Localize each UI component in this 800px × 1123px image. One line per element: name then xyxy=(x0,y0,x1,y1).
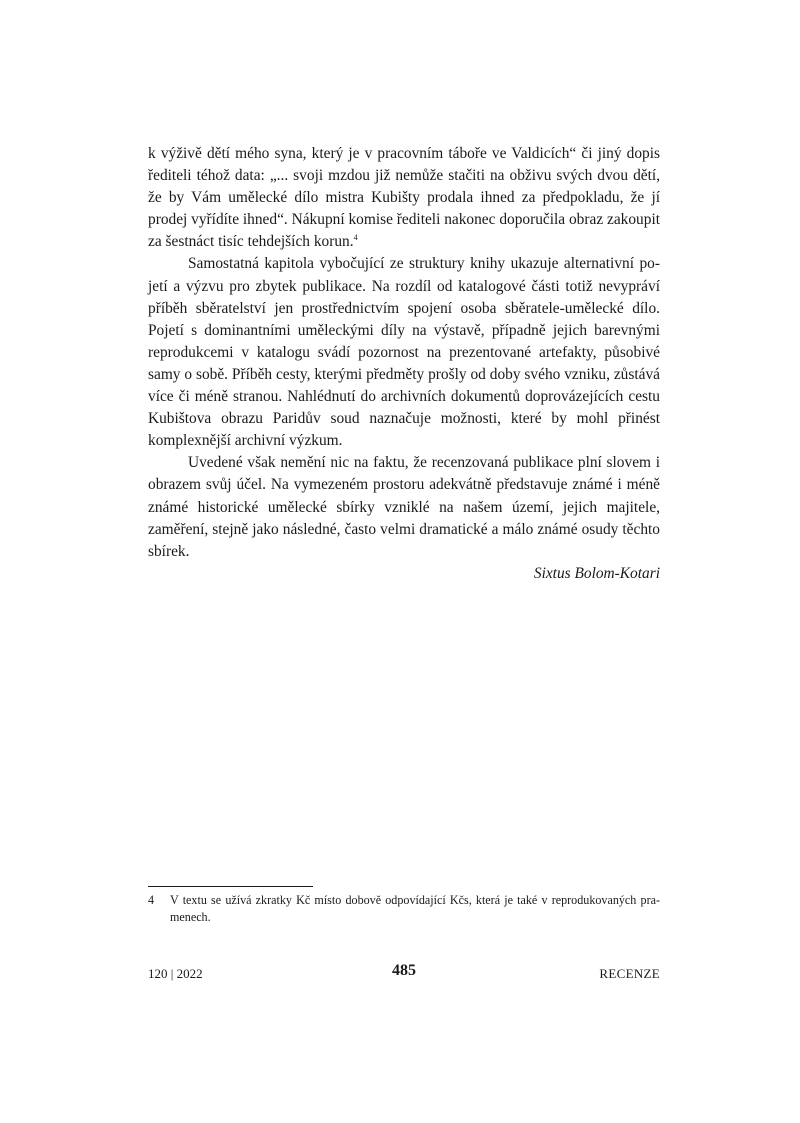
paragraph-3: Uvedené však nemění nic na faktu, že recenzovaná publikace plní slovem i obrazem svůj účel. Na vymezeném prostoru adekvátně představuje známé i méně známé historické umělecké sbírky vzniklé na našem území, jejich majitele, zaměření, stejně jako následné, často velmi dramatické a málo známé osudy těchto sbírek. xyxy=(148,454,660,560)
footnote-number: 4 xyxy=(148,893,155,907)
footnote-reference: 4 xyxy=(353,233,358,243)
page-footer xyxy=(148,962,660,986)
footnote-text: V textu se užívá zkratky Kč místo dobově odpovídající Kčs, která je také v reprodukovaných pramenech. xyxy=(170,893,660,924)
author-signature: Sixtus Bolom-Kotari xyxy=(533,564,660,582)
paragraph-1-text: k výživě dětí mého syna, který je v pracovním táboře ve Valdicích“ či jiný dopis řediteli téhož data: „... svoji mzdou již nemůže stačiti na obživu svých dvou dětí, že by Vám umělecké dílo mistra Kubišty prodala ihned za předpokladu, že jí prodej vyřídíte ihned“. Nákupní komise řediteli nakonec doporučila obraz zakoupit za šestnáct tisíc tehdejších korun. xyxy=(148,145,661,251)
footnote xyxy=(148,892,660,926)
paragraph-1 xyxy=(148,143,660,253)
section-label: RECENZE xyxy=(599,966,660,981)
issue-label: 120 | 2022 xyxy=(148,966,203,981)
article-body xyxy=(148,143,660,585)
page-number: 485 xyxy=(392,962,416,979)
footnote-separator xyxy=(148,886,313,887)
paragraph-2: Samostatná kapitola vybočující ze struktury knihy ukazuje alternativní pojetí a výzvu pro zbytek publikace. Na rozdíl od katalogové části totiž nevypráví příběh sběratelství jen prostřednictvím spojení osoba sběratele-umělecké dílo. Pojetí s dominantními uměleckými díly na výstavě, případně jejich barevnými reprodukcemi v katalogu svádí pozornost na prezentované artefakty, působivé samy o sobě. Příběh cesty, kterými předměty prošly od doby svého vzniku, zůstává více či méně stranou. Nahlédnutí do archivních dokumentů doprovázejících cestu Kubištova obrazu Paridův soud naznačuje možnosti, které by mohl přinést komplexnější archivní výzkum. xyxy=(148,255,660,450)
